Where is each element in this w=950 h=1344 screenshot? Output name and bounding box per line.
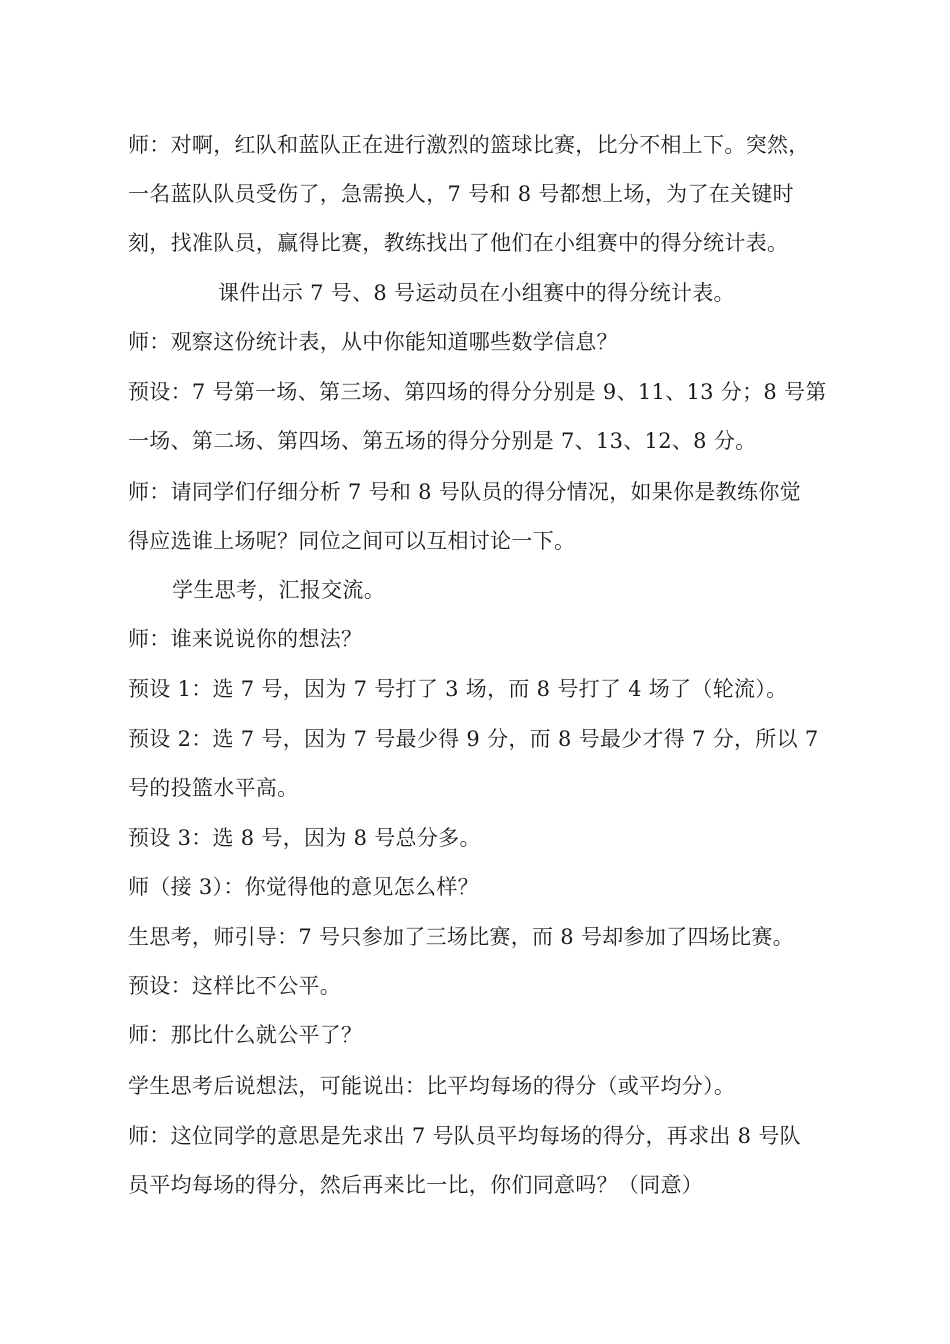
text-line: 师（接 3）：你觉得他的意见怎么样？ — [128, 875, 479, 899]
text-line: 师：那比什么就公平了？ — [128, 1023, 363, 1047]
text-line: 师：请同学们仔细分析 7 号和 8 号队员的得分情况，如果你是教练你觉 — [128, 480, 801, 504]
text-line: 师：谁来说说你的想法？ — [128, 627, 363, 651]
text-line: 预设：7 号第一场、第三场、第四场的得分分别是 9、11、13 分；8 号第 — [128, 380, 827, 404]
text-line: 师：观察这份统计表，从中你能知道哪些数学信息？ — [128, 330, 618, 354]
text-line: 师：这位同学的意思是先求出 7 号队员平均每场的得分，再求出 8 号队 — [128, 1124, 801, 1148]
text-line: 员平均每场的得分，然后再来比一比，你们同意吗？（同意） — [128, 1173, 704, 1197]
text-line: 号的投篮水平高。 — [128, 776, 299, 800]
text-line: 得应选谁上场呢？同位之间可以互相讨论一下。 — [128, 529, 576, 553]
text-line: 生思考，师引导：7 号只参加了三场比赛，而 8 号却参加了四场比赛。 — [128, 925, 794, 949]
text-line: 预设 2：选 7 号，因为 7 号最少得 9 分，而 8 号最少才得 7 分，所以 7 — [128, 727, 819, 751]
text-line: 一名蓝队队员受伤了，急需换人，7 号和 8 号都想上场，为了在关键时 — [128, 182, 794, 206]
text-line: 刻，找准队员，赢得比赛，教练找出了他们在小组赛中的得分统计表。 — [128, 231, 789, 255]
text-line: 课件出示 7 号、8 号运动员在小组赛中的得分统计表。 — [218, 281, 735, 305]
text-line: 学生思考后说想法，可能说出：比平均每场的得分（或平均分）。 — [128, 1074, 736, 1098]
text-line: 师：对啊，红队和蓝队正在进行激烈的篮球比赛，比分不相上下。突然， — [128, 133, 810, 157]
text-line: 预设 1：选 7 号，因为 7 号打了 3 场，而 8 号打了 4 场了（轮流）。 — [128, 677, 788, 701]
text-line: 学生思考，汇报交流。 — [172, 578, 385, 602]
text-line: 预设 3：选 8 号，因为 8 号总分多。 — [128, 826, 481, 850]
text-line: 预设：这样比不公平。 — [128, 974, 341, 998]
text-line: 一场、第二场、第四场、第五场的得分分别是 7、13、12、8 分。 — [128, 429, 757, 453]
